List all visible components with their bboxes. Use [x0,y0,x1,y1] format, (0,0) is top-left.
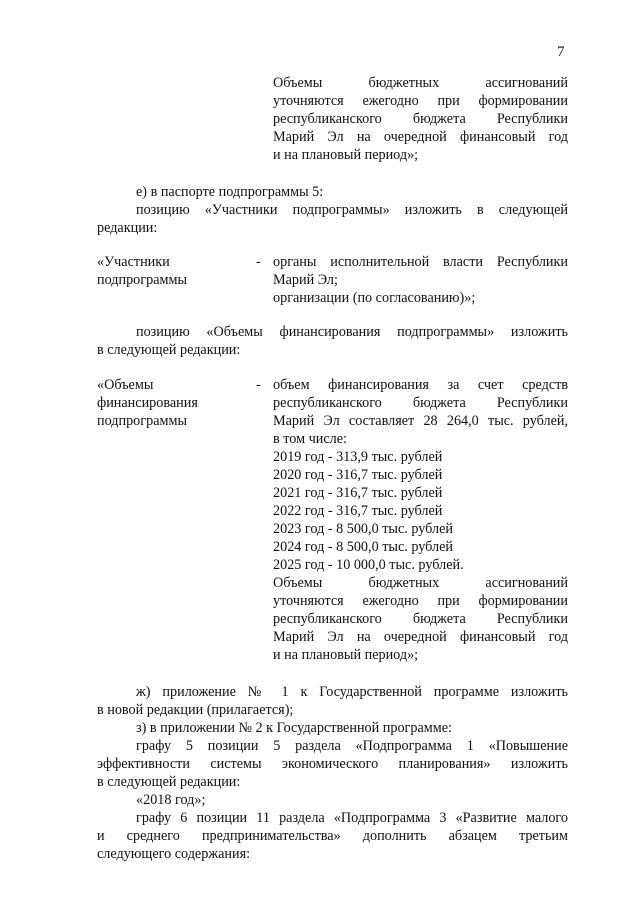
item-zh-text: ж) приложение № 1 к Государственной программе изложить [136,684,568,700]
text-line: и на плановый период»; [273,147,419,163]
funding-label: «Объемы [97,377,154,393]
funding-value: в том числе: [273,431,347,447]
row-dash: - [256,377,261,393]
funding-label: финансирования [97,395,198,411]
item-z-text: графу 6 позиции 11 раздела «Подпрограмма 3 «Развитие малого [136,810,568,826]
funding-value: Марий Эл составляет 28 264,0 тыс. рублей, [273,413,568,429]
funding-value: республиканского бюджета Республики [273,395,568,411]
participants-value: организации (по согласованию)»; [273,290,476,306]
item-e-text: позицию «Участники подпрограммы» изложить в следующей [136,202,568,218]
row-dash: - [256,254,261,270]
text-line: Марий Эл на очередной финансовый год [273,129,568,145]
text-line: республиканского бюджета Республики [273,111,568,127]
funding-label: подпрограммы [97,413,187,429]
item-z-title: з) в приложении № 2 к Государственной программе: [136,720,452,736]
item-z-text: и среднего предпринимательства» дополнить абзацем третьим [97,828,568,844]
funding-year-line: 2023 год - 8 500,0 тыс. рублей [273,521,453,537]
funding-closing: Марий Эл на очередной финансовый год [273,629,568,645]
funding-year-line: 2022 год - 316,7 тыс. рублей [273,503,443,519]
funding-intro-text: в следующей редакции: [97,342,241,358]
item-e-title: е) в паспорте подпрограммы 5: [136,184,324,200]
item-z-text: в следующей редакции: [97,774,241,790]
participants-label: «Участники [97,254,170,270]
funding-closing: уточняются ежегодно при формировании [273,593,568,609]
participants-value: Марий Эл; [273,272,338,288]
funding-year-line: 2024 год - 8 500,0 тыс. рублей [273,539,453,555]
text-line: уточняются ежегодно при формировании [273,93,568,109]
item-z-year: «2018 год»; [136,792,206,808]
item-z-text: следующего содержания: [97,846,251,862]
item-e-text: редакции: [97,220,158,236]
participants-value: органы исполнительной власти Республики [273,254,568,270]
funding-year-line: 2019 год - 313,9 тыс. рублей [273,449,443,465]
funding-year-line: 2021 год - 316,7 тыс. рублей [273,485,443,501]
funding-intro-text: позицию «Объемы финансирования подпрограммы» изложить [136,324,568,340]
item-z-text: графу 5 позиции 5 раздела «Подпрограмма 1 «Повышение [136,738,568,754]
item-z-text: эффективности системы экономического планирования» изложить [97,756,568,772]
funding-closing: республиканского бюджета Республики [273,611,568,627]
funding-year-line: 2025 год - 10 000,0 тыс. рублей. [273,557,464,573]
funding-year-line: 2020 год - 316,7 тыс. рублей [273,467,443,483]
funding-value: объем финансирования за счет средств [273,377,568,393]
item-zh-text: в новой редакции (прилагается); [97,702,294,718]
text-line: Объемы бюджетных ассигнований [273,75,568,91]
participants-label: подпрограммы [97,272,187,288]
funding-closing: и на плановый период»; [273,647,419,663]
funding-closing: Объемы бюджетных ассигнований [273,575,568,591]
page-number: 7 [557,44,565,60]
